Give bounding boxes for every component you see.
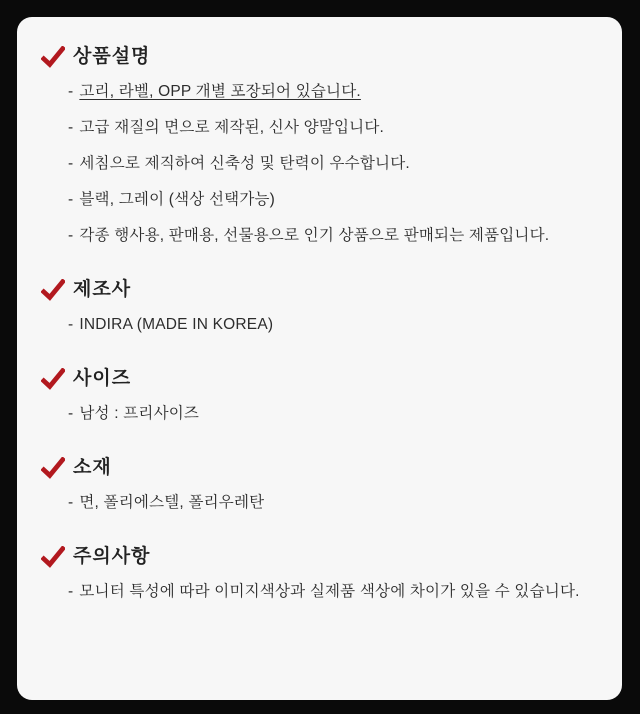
bullet-dash: - <box>68 583 74 600</box>
section-header <box>41 368 594 390</box>
bullet-dash: - <box>68 316 74 333</box>
section-title: 상품설명 <box>73 46 151 67</box>
info-section <box>41 546 594 602</box>
section-items <box>41 404 594 424</box>
bullet-dash: - <box>68 191 74 208</box>
section-title: 주의사항 <box>73 546 151 567</box>
bullet-dash: - <box>68 119 74 136</box>
section-header <box>41 457 594 479</box>
list-item <box>68 154 594 174</box>
section-items <box>41 493 594 513</box>
item-text: 각종 행사용, 판매용, 선물용으로 인기 상품으로 판매되는 제품입니다. <box>79 227 550 244</box>
info-section <box>41 279 594 335</box>
list-item <box>68 190 594 210</box>
bullet-dash: - <box>68 494 74 511</box>
item-text: 블랙, 그레이 (색상 선택가능) <box>79 191 276 208</box>
list-item <box>68 118 594 138</box>
bullet-dash: - <box>68 405 74 422</box>
checkmark-icon <box>41 546 65 568</box>
info-section <box>41 46 594 246</box>
list-item <box>68 493 594 513</box>
item-text: 세침으로 제직하여 신축성 및 탄력이 우수합니다. <box>79 155 410 172</box>
item-text: 모니터 특성에 따라 이미지색상과 실제품 색상에 차이가 있을 수 있습니다. <box>79 583 580 600</box>
bullet-dash: - <box>68 227 74 244</box>
list-item <box>68 315 594 335</box>
checkmark-icon <box>41 279 65 301</box>
section-header <box>41 279 594 301</box>
section-header <box>41 546 594 568</box>
section-title: 소재 <box>73 457 112 478</box>
item-text: 면, 폴리에스텔, 폴리우레탄 <box>79 494 265 511</box>
section-header <box>41 46 594 68</box>
sections-container <box>41 46 594 602</box>
item-text: INDIRA (MADE IN KOREA) <box>79 316 274 333</box>
checkmark-icon <box>41 368 65 390</box>
info-section <box>41 457 594 513</box>
section-items <box>41 582 594 602</box>
list-item <box>68 226 594 246</box>
item-text: 남성 : 프리사이즈 <box>79 405 200 422</box>
product-info-card <box>17 17 622 700</box>
info-section <box>41 368 594 424</box>
item-text: 고급 재질의 면으로 제작된, 신사 양말입니다. <box>79 119 385 136</box>
section-items <box>41 315 594 335</box>
section-title: 제조사 <box>73 279 132 300</box>
section-title: 사이즈 <box>73 368 132 389</box>
list-item <box>68 404 594 424</box>
checkmark-icon <box>41 457 65 479</box>
section-items <box>41 82 594 246</box>
bullet-dash: - <box>68 155 74 172</box>
bullet-dash: - <box>68 83 74 100</box>
checkmark-icon <box>41 46 65 68</box>
item-text: 고리, 라벨, OPP 개별 포장되어 있습니다. <box>79 83 361 100</box>
list-item <box>68 82 594 102</box>
list-item <box>68 582 594 602</box>
